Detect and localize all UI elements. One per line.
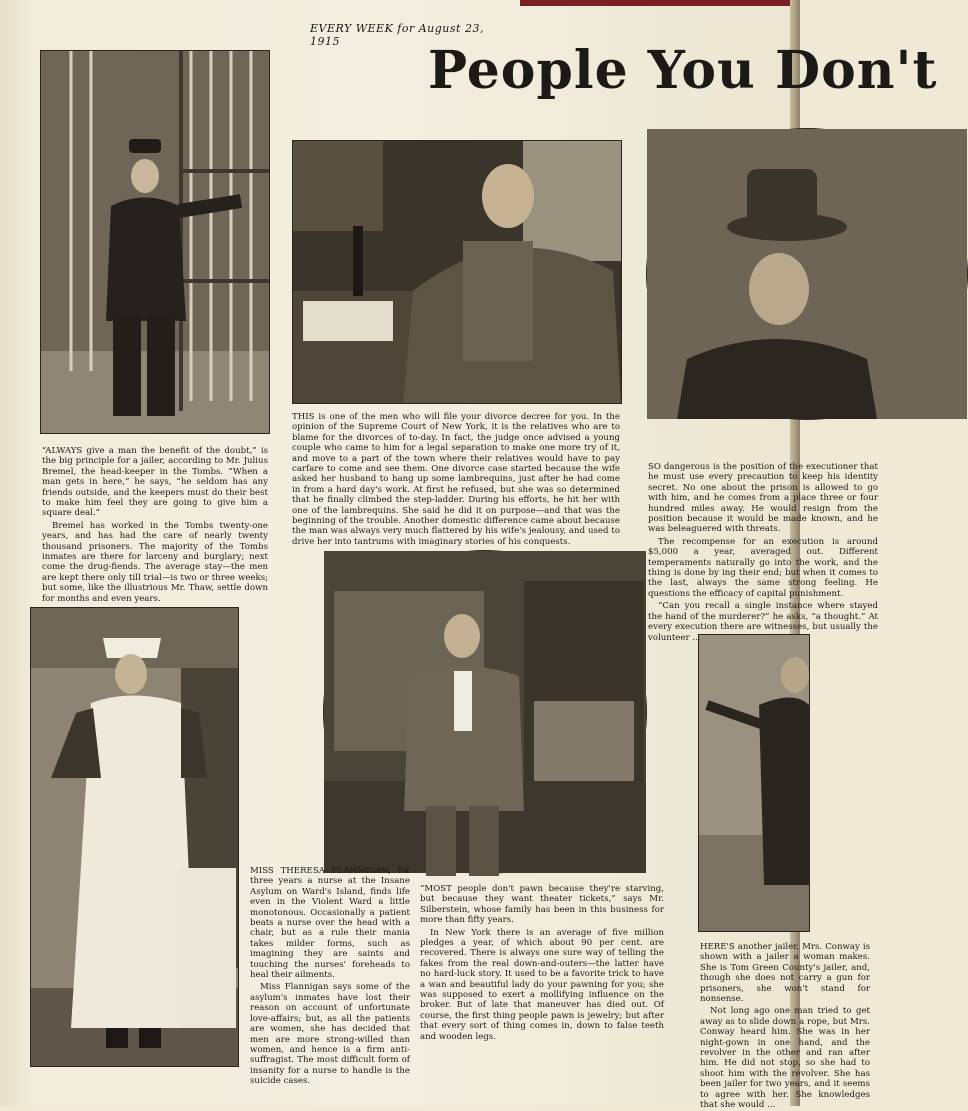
executioner-paragraph-2: The recompense for an execution is around $5,000 a year, averaged out. Different temperaments naturally go into the work, and the thing is done by ing their end; but when it comes to the last, always the same strong feeling. He questions the efficacy of capital punishment.	[648, 536, 878, 599]
conway-paragraph-2: Not long ago one man tried to get away as to slide down a rope, but Mrs. Conway heard him. She was in her night-gown in one hand, and the revolver in the other and ran after him. He did not stop, so she had to shoot him with the revolver. She has been jailer for two years, and it seems to agree with her. She knowledges that she would ...	[700, 1006, 870, 1111]
page-headline: People You Don't	[428, 40, 938, 101]
executioner-paragraph-3: “Can you recall a single instance where stayed the hand of the murderer?” he asks, “a thought.” At every execution there are witnesses, but usually the volunteer ...	[648, 601, 878, 643]
article-bremel	[42, 446, 268, 606]
article-silberstein	[420, 884, 664, 1042]
article-flannigan	[250, 866, 410, 1087]
article-judge	[292, 412, 620, 549]
article-conway	[700, 942, 870, 1111]
running-header: EVERY WEEK for August 23, 1915	[310, 22, 484, 48]
flannigan-paragraph-1: MISS THERESA FLANNIGAN, for three years a nurse at the Insane Asylum on Ward's Island, finds life even in the Violent Ward a little monotonous. Occasionally a patient beats a nurse over the head with a chair, but as a rule their mania takes milder forms, such as imagining they are saints and touching the nurses' foreheads to heal their ailments.	[250, 866, 410, 981]
bremel-paragraph-2: Bremel has worked in the Tombs twenty-one years, and has had the care of nearly twenty thousand prisoners. The majority of the Tombs inmates are there for larceny and burglary; next come the drug-fiends. The average stay—the men are kept there only till trial—is two or three weeks; but some, like the illustrious Mr. Thaw, settle down for months and even years.	[42, 520, 268, 604]
photo-pawnbroker-silberstein	[323, 550, 647, 874]
binding-strip	[520, 0, 800, 6]
silberstein-paragraph-1: “MOST people don't pawn because they're starving, but because they want theater tickets,” says Mr. Silberstein, whose family has been in this business for more than fifty years.	[420, 884, 664, 926]
photo-jailer-conway	[698, 634, 810, 932]
bremel-paragraph-1: “ALWAYS give a man the benefit of the doubt,” is the big principle for a jailer, according to Mr. Julius Bremel, the head-keeper in the Tombs. “When a man gets in here,” he says, “he seldom has any friends outside, and the keepers must do their best to make him feel they are going to give him a square deal.”	[42, 446, 268, 519]
conway-paragraph-1: HERE'S another jailer. Mrs. Conway is shown with a jailer a woman makes. She is Tom Green County's jailer, and, though she does not carry a gun for prisoners, she won't stand for nonsense.	[700, 942, 870, 1005]
article-executioner	[648, 462, 878, 643]
silberstein-paragraph-2: In New York there is an average of five million pledges a year, of which about 90 per cent. are recovered. There is always one sure way of telling the fakes from the real down-and-outers—the latter have no hard-luck story. It used to be a favorite trick to have a wan and beautiful lady do your pawning for you; she was supposed to exert a mollifying influence on the broker. But of late that maneuver has died out. Of course, the first thing people pawn is jewelry; but after that every sort of thing comes in, down to false teeth and wooden legs.	[420, 927, 664, 1042]
flannigan-paragraph-2: Miss Flannigan says some of the asylum's inmates have lost their reason on account of unfortunate love-affairs; but, as all the patients are women, she has decided that men are more strong-willed than women, and hence is a firm anti-suffragist. The most difficult form of insanity for a nurse to handle is the suicide cases.	[250, 982, 410, 1087]
photo-jailer-bremel	[40, 50, 270, 434]
photo-nurse-flannigan	[30, 607, 239, 1067]
photo-judge-desk	[292, 140, 622, 404]
judge-paragraph-1: THIS is one of the men who will file your divorce decree for you. In the opinion of the Supreme Court of New York, it is the relatives who are to blame for the divorces of to-day. In fact, the judge once advised a young couple who came to him for a legal separation to make one more try of it, and move to a part of the town where their relatives would have to pay carfare to come and see them. One divorce case started because the wife asked her husband to hang up some lambrequins, just after he had come in from a hard day's work. At first he refused, but she was so determined that he finally climbed the step-ladder. During his efforts, he hit her with one of the lambrequins. She said he did it on purpose—and that was the beginning of the trouble. Another domestic difference came about because the man was always very much flattered by his wife's jealousy, and used to drive her into tantrums with imaginary stories of his conquests.	[292, 412, 620, 547]
executioner-paragraph-1: SO dangerous is the position of the executioner that he must use every precaution to keep his identity secret. No one about the prison is allowed to go with him, and he comes from a place three or four hundred miles away. He would resign from the position because it would be made known, and he was beleaguered with threats.	[648, 462, 878, 535]
photo-executioner	[646, 128, 968, 420]
